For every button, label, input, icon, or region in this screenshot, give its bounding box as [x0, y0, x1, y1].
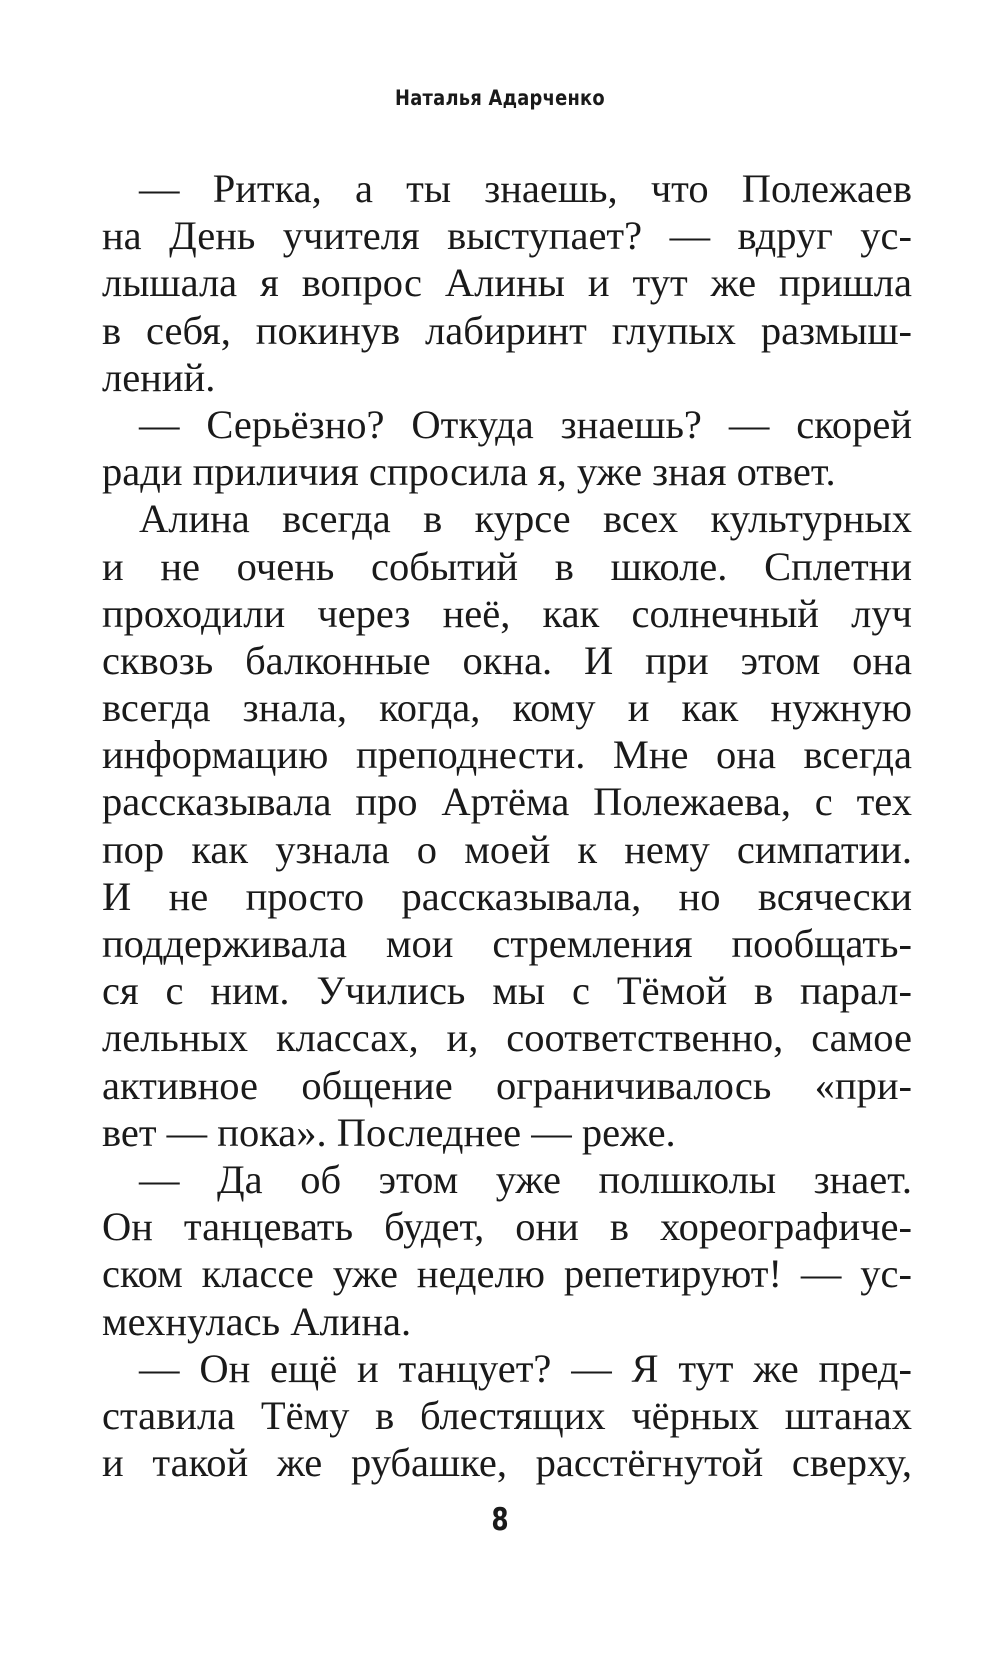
text-line: рассказывала про Артёма Полежаева, с тех	[102, 779, 912, 825]
text-line: мехнулась Алина.	[102, 1298, 412, 1344]
text-line: проходили через неё, как солнечный луч	[102, 590, 912, 636]
text-line: лышала я вопрос Алины и тут же пришла	[102, 260, 912, 306]
running-head-author: Наталья Адарченко	[395, 86, 605, 110]
text-line: и не очень событий в школе. Сплетни	[102, 543, 912, 589]
text-line: ском классе уже неделю репетируют! — ус-	[102, 1251, 912, 1297]
text-line: всегда знала, когда, кому и как нужную	[102, 685, 912, 731]
text-line: лений.	[102, 354, 216, 400]
text-line: информацию преподнести. Мне она всегда	[102, 732, 912, 778]
text-line: на День учителя выступает? — вдруг ус-	[102, 213, 912, 259]
text-line: поддерживала мои стремления пообщать-	[102, 921, 912, 966]
text-line: — Да об этом уже полшколы знает.	[139, 1156, 912, 1202]
text-line: — Ритка, а ты знаешь, что Полежаев	[139, 166, 912, 211]
page-number: 8	[491, 1502, 509, 1538]
text-line: И не просто рассказывала, но всячески	[102, 873, 912, 919]
text-line: лельных классах, и, соответственно, самое	[102, 1015, 912, 1061]
text-line: активное общение ограничивалось «при-	[102, 1062, 912, 1108]
text-line: Он танцевать будет, они в хореографиче-	[102, 1204, 912, 1250]
text-line: сквозь балконные окна. И при этом она	[102, 637, 912, 683]
text-line: Алина всегда в курсе всех культурных	[139, 496, 912, 542]
text-line: в себя, покинув лабиринт глупых размыш-	[102, 307, 912, 353]
text-line: и такой же рубашке, расстёгнутой сверху,	[102, 1440, 912, 1486]
text-line: — Серьёзно? Откуда знаешь? — скорей	[139, 401, 912, 447]
text-line: ставила Тёму в блестящих чёрных штанах	[102, 1392, 912, 1438]
text-line: — Он ещё и танцует? — Я тут же пред-	[139, 1345, 912, 1391]
text-line: ся с ним. Учились мы с Тёмой в парал-	[102, 968, 912, 1014]
text-line: пор как узнала о моей к нему симпатии.	[102, 826, 912, 872]
text-line: вет — пока». Последнее — реже.	[102, 1109, 676, 1155]
body-text	[102, 165, 912, 1486]
text-line: ради приличия спросила я, уже зная ответ.	[102, 449, 836, 495]
